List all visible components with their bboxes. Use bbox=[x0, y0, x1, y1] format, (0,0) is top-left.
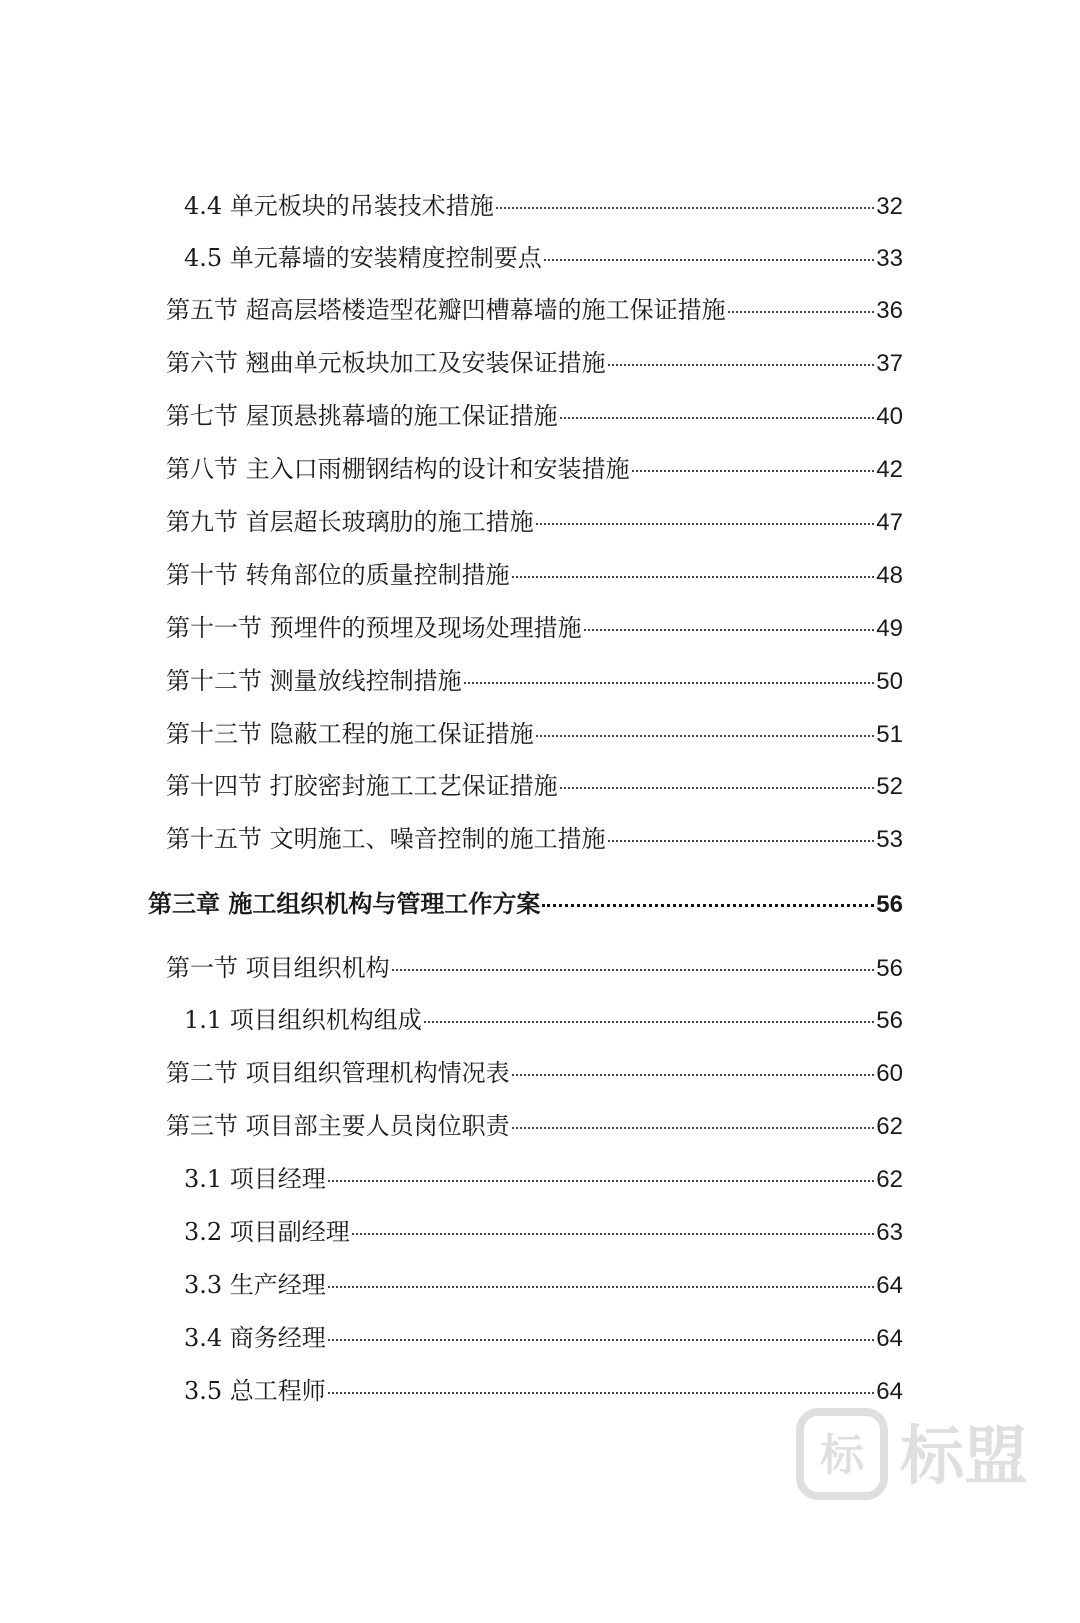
toc-entry-label: 1.1 项目组织机构组成 bbox=[184, 1006, 422, 1034]
toc-entry-page: 47 bbox=[876, 509, 903, 536]
toc-entry-page: 64 bbox=[876, 1325, 903, 1352]
toc-entry-page: 32 bbox=[876, 193, 903, 220]
toc-entry-label: 4.5 单元幕墙的安装精度控制要点 bbox=[184, 244, 542, 272]
dot-leader bbox=[632, 470, 875, 472]
toc-entry-page: 40 bbox=[876, 403, 903, 430]
dot-leader bbox=[512, 1074, 875, 1076]
toc-entry-label: 3.4 商务经理 bbox=[184, 1324, 326, 1352]
dot-leader bbox=[512, 1127, 875, 1129]
toc-entry-page: 60 bbox=[876, 1060, 903, 1087]
toc-entry-label: 第三章 施工组织机构与管理工作方案 bbox=[148, 889, 541, 918]
toc-entry-page: 50 bbox=[876, 668, 903, 695]
toc-entry-page: 62 bbox=[876, 1166, 903, 1193]
toc-entry-label: 第八节 主入口雨棚钢结构的设计和安装措施 bbox=[166, 455, 630, 483]
toc-entry[interactable] bbox=[166, 770, 903, 803]
toc-entry-page: 64 bbox=[876, 1272, 903, 1299]
toc-entry-page: 51 bbox=[876, 721, 903, 748]
toc-entry[interactable] bbox=[184, 190, 903, 223]
toc-entry[interactable] bbox=[184, 1269, 903, 1302]
dot-leader bbox=[608, 840, 875, 842]
toc-entry-page: 62 bbox=[876, 1113, 903, 1140]
dot-leader bbox=[560, 787, 875, 789]
toc-entry[interactable] bbox=[166, 453, 903, 486]
watermark-text: 标盟 bbox=[900, 1420, 1028, 1494]
toc-entry-page: 42 bbox=[876, 456, 903, 483]
toc-entry-page: 63 bbox=[876, 1219, 903, 1246]
toc-entry[interactable] bbox=[166, 718, 903, 751]
toc-entry-label: 3.2 项目副经理 bbox=[184, 1218, 350, 1246]
dot-leader bbox=[544, 259, 875, 261]
toc-entry[interactable] bbox=[166, 952, 903, 985]
dot-leader bbox=[584, 629, 875, 631]
toc-entry[interactable] bbox=[166, 559, 903, 592]
toc-entry-label: 第七节 屋顶悬挑幕墙的施工保证措施 bbox=[166, 402, 558, 430]
toc-entry-label: 4.4 单元板块的吊装技术措施 bbox=[184, 192, 494, 220]
toc-entry-label: 第六节 翘曲单元板块加工及安装保证措施 bbox=[166, 349, 606, 377]
dot-leader bbox=[728, 311, 875, 313]
dot-leader bbox=[608, 364, 875, 366]
toc-entry[interactable] bbox=[166, 1110, 903, 1143]
toc-entry-page: 49 bbox=[876, 615, 903, 642]
dot-leader bbox=[328, 1180, 875, 1182]
toc-entry-page: 64 bbox=[876, 1378, 903, 1405]
dot-leader bbox=[328, 1339, 875, 1341]
dot-leader bbox=[542, 904, 874, 907]
toc-entry-label: 3.3 生产经理 bbox=[184, 1271, 326, 1299]
toc-entry-label: 第十五节 文明施工、噪音控制的施工措施 bbox=[166, 825, 606, 853]
dot-leader bbox=[328, 1392, 875, 1394]
dot-leader bbox=[536, 735, 875, 737]
toc-entry[interactable] bbox=[184, 1322, 903, 1355]
toc-chapter-entry[interactable] bbox=[148, 888, 903, 921]
toc-entry-label: 第十四节 打胶密封施工工艺保证措施 bbox=[166, 772, 558, 800]
toc-entry[interactable] bbox=[166, 823, 903, 856]
toc-entry[interactable] bbox=[166, 665, 903, 698]
dot-leader bbox=[536, 523, 875, 525]
toc-entry-page: 52 bbox=[876, 773, 903, 800]
toc-entry-label: 第九节 首层超长玻璃肋的施工措施 bbox=[166, 508, 534, 536]
toc-entry[interactable] bbox=[166, 294, 903, 327]
toc-entry-label: 3.1 项目经理 bbox=[184, 1165, 326, 1193]
dot-leader bbox=[512, 576, 875, 578]
toc-entry-label: 第十三节 隐蔽工程的施工保证措施 bbox=[166, 720, 534, 748]
dot-leader bbox=[328, 1286, 875, 1288]
toc-entry-label: 第十一节 预埋件的预埋及现场处理措施 bbox=[166, 614, 582, 642]
watermark-logo bbox=[796, 1408, 1036, 1500]
watermark-badge-char: 标 bbox=[820, 1430, 864, 1481]
toc-entry[interactable] bbox=[184, 1163, 903, 1196]
toc-entry[interactable] bbox=[166, 400, 903, 433]
toc-entry-page: 33 bbox=[876, 245, 903, 272]
toc-entry-label: 第十二节 测量放线控制措施 bbox=[166, 667, 462, 695]
toc-entry[interactable] bbox=[166, 347, 903, 380]
toc-entry-label: 第三节 项目部主要人员岗位职责 bbox=[166, 1112, 510, 1140]
toc-entry-page: 56 bbox=[876, 955, 903, 982]
dot-leader bbox=[496, 207, 875, 209]
toc-entry-label: 3.5 总工程师 bbox=[184, 1377, 326, 1405]
toc-entry-page: 48 bbox=[876, 562, 903, 589]
toc-entry-label: 第二节 项目组织管理机构情况表 bbox=[166, 1059, 510, 1087]
toc-entry[interactable] bbox=[184, 1216, 903, 1249]
toc-entry-page: 53 bbox=[876, 826, 903, 853]
dot-leader bbox=[464, 682, 875, 684]
toc-entry[interactable] bbox=[184, 1375, 903, 1408]
toc-entry[interactable] bbox=[166, 612, 903, 645]
toc-entry[interactable] bbox=[184, 242, 903, 275]
dot-leader bbox=[424, 1021, 875, 1023]
toc-entry-label: 第五节 超高层塔楼造型花瓣凹槽幕墙的施工保证措施 bbox=[166, 296, 726, 324]
toc-entry-page: 37 bbox=[876, 350, 903, 377]
toc-entry[interactable] bbox=[166, 1057, 903, 1090]
toc-entry-label: 第十节 转角部位的质量控制措施 bbox=[166, 561, 510, 589]
toc-entry-page: 36 bbox=[876, 297, 903, 324]
dot-leader bbox=[392, 969, 875, 971]
dot-leader bbox=[352, 1233, 875, 1235]
dot-leader bbox=[560, 417, 875, 419]
toc-entry-label: 第一节 项目组织机构 bbox=[166, 954, 390, 982]
toc-entry[interactable] bbox=[166, 506, 903, 539]
toc-entry[interactable] bbox=[184, 1004, 903, 1037]
toc-entry-page: 56 bbox=[876, 891, 903, 918]
toc-entry-page: 56 bbox=[876, 1007, 903, 1034]
